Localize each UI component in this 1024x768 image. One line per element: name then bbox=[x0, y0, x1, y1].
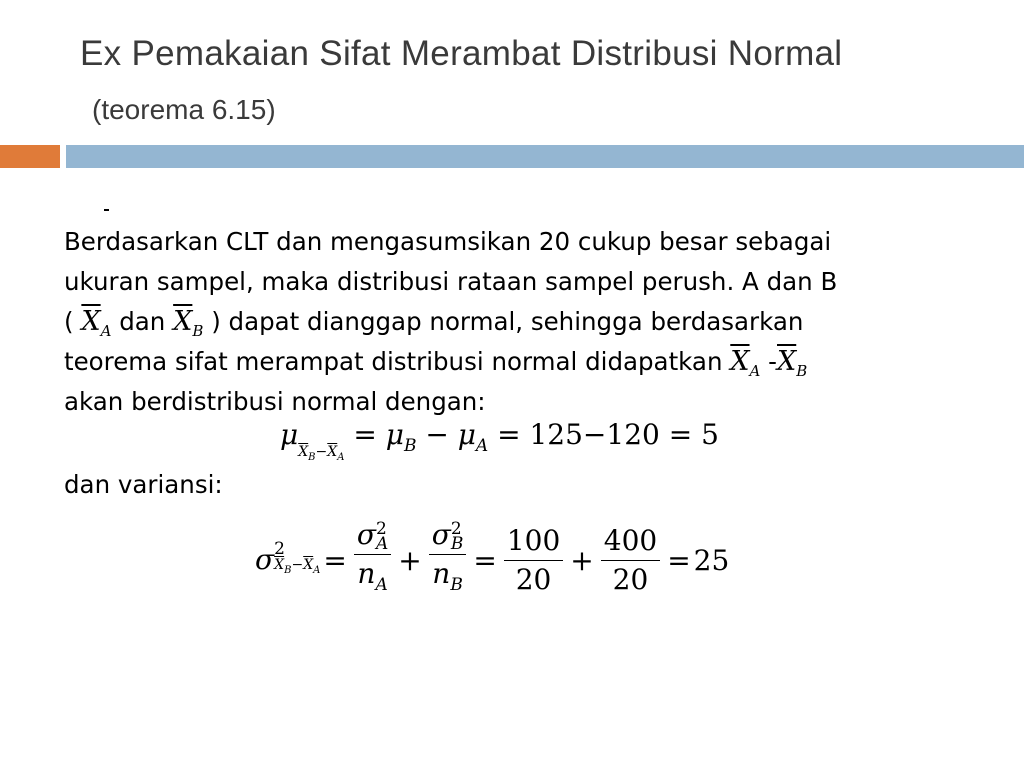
eq1-mu: $\mu_{\overline{X}_B-\overline{X}_A}$ bbox=[280, 418, 345, 463]
text-line-2: ukuran sampel, maka distribusi rataan sampel perush. A dan B bbox=[64, 267, 838, 296]
xbar-a-symbol: $\overline{X}_A$ bbox=[730, 346, 761, 380]
xbar-b-symbol: $\overline{X}_B$ bbox=[777, 346, 808, 380]
fraction-sigma-b-over-n-b: σ 2 B $n_B$ bbox=[429, 518, 467, 602]
explanation-paragraph bbox=[64, 222, 984, 422]
text-line-5: akan berdistribusi normal dengan: bbox=[64, 387, 486, 416]
mean-equation: $\mu_{\overline{X}_B-\overline{X}_A} = \mu_B - \mu_A = 125-120 = 5$ bbox=[280, 418, 719, 463]
text-line-4: teorema sifat merampat distribusi normal didapatkan $\overline{X}_A$ $-\overline{X}_B$ bbox=[64, 346, 808, 380]
eq2-sigma: σ 2 $\overline{X}_B-\overline{X}_A$ bbox=[255, 539, 321, 577]
variance-equation: σ 2 $\overline{X}_B-\overline{X}_A$ = σ 2 A $n_A$ + σ 2 B $n_B$ = $\frac{100}{20}$ + $\frac{400}{20}$ = 25 bbox=[255, 518, 729, 602]
accent-bar-blue bbox=[66, 145, 1024, 168]
text-line-1: Berdasarkan CLT dan mengasumsikan 20 cukup besar sebagai bbox=[64, 227, 832, 256]
stray-mark bbox=[104, 209, 109, 211]
fraction-100-over-20: $\frac{100}{20}$ bbox=[504, 524, 563, 597]
fraction-sigma-a-over-n-a: σ 2 A $n_A$ bbox=[354, 518, 391, 602]
fraction-400-over-20: $\frac{400}{20}$ bbox=[601, 524, 660, 597]
variance-result: 25 bbox=[693, 543, 730, 577]
dan-variansi-label: dan variansi: bbox=[64, 470, 223, 499]
accent-bar-orange bbox=[0, 145, 60, 168]
xbar-a-symbol: $\overline{X}_A$ bbox=[81, 306, 112, 340]
xbar-b-symbol: $\overline{X}_B$ bbox=[173, 306, 204, 340]
slide-title: Ex Pemakaian Sifat Merambat Distribusi Normal bbox=[80, 34, 843, 73]
slide-subtitle: (teorema 6.15) bbox=[92, 94, 276, 125]
text-line-3: ( $\overline{X}_A$ dan $\overline{X}_B$ ) dapat dianggap normal, sehingga berdasarkan bbox=[64, 306, 804, 340]
